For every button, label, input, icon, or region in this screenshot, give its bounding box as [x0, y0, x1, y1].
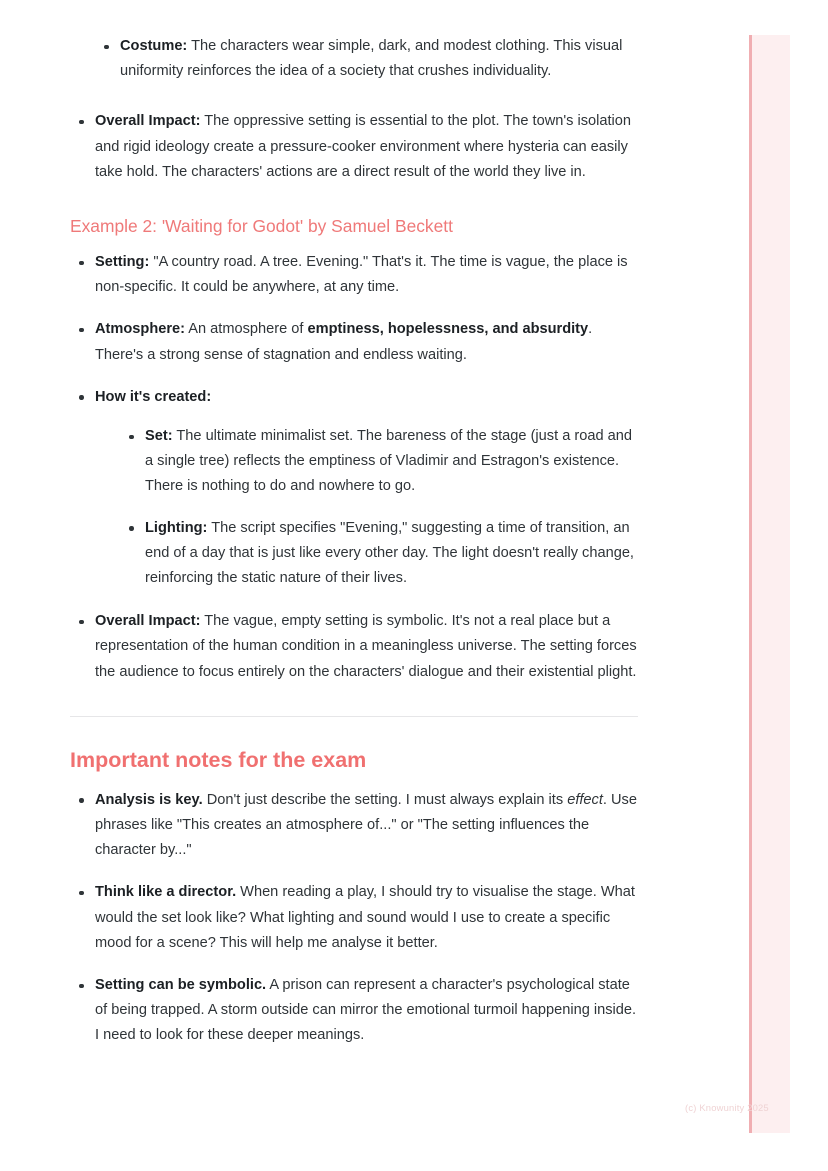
list-item-costume — [95, 34, 638, 84]
heading-important-notes: Important notes for the exam — [70, 747, 367, 772]
list-item-text: The script specifies "Evening," suggesting a time of transition, an end of a day that is just like every other day. The light doesn't really change, reinforcing the static nature of their lives. — [145, 519, 634, 587]
bullet-dot-icon — [79, 395, 84, 400]
list-item-label: Atmosphere: — [95, 321, 186, 338]
list-item-label: Costume: — [120, 38, 188, 54]
list-item-label: How it's created: — [95, 388, 212, 405]
bullet-dot-icon — [104, 45, 109, 50]
list-item-label: Overall Impact: — [95, 613, 201, 630]
overall-impact-list-top — [70, 109, 638, 185]
list-item-text: "A country road. A tree. Evening." That's it. The time is vague, the place is non-specific. It could be anywhere, at any time. — [95, 254, 628, 296]
list-item-set — [120, 424, 638, 500]
list-item-text-after: . There's a strong sense of stagnation and endless waiting. — [95, 321, 593, 363]
list-item-emphasis: emptiness, hopelessness, and absurdity — [307, 321, 589, 338]
list-item-label: Overall Impact: — [95, 113, 201, 130]
list-item-text: A prison can represent a character's psychological state of being trapped. A storm outside can mirror the emotional turmoil happening inside. I need to look for these deeper meanings. — [95, 977, 637, 1044]
bullet-dot-icon — [79, 261, 84, 266]
bullet-dot-icon — [79, 328, 84, 333]
bullet-dot-icon — [129, 435, 134, 440]
bullet-dot-icon — [79, 891, 84, 896]
bullet-dot-icon — [79, 120, 84, 125]
list-item-text: When reading a play, I should try to visualise the stage. What would the set look like? What lighting and sound would I use to create a specific mood for a scene? This will help me analyse it better. — [95, 884, 635, 951]
list-item-label: Setting can be symbolic. — [95, 977, 267, 994]
list-item-text-before: An atmosphere of — [185, 321, 308, 338]
list-item-text: The ultimate minimalist set. The bareness of the stage (just a road and a single tree) reflects the emptiness of Vladimir and Estragon's existence. There is nothing to do and nowhere to go. — [145, 428, 632, 495]
list-item-label: Analysis is key. — [95, 791, 203, 808]
list-item-setting — [70, 250, 638, 300]
list-item-overall-impact — [70, 109, 638, 185]
how-created-sublist — [95, 424, 638, 591]
list-item-atmosphere — [70, 317, 638, 367]
list-item-setting-can-be-symbolic — [70, 973, 638, 1049]
right-accent-panel — [749, 35, 790, 1133]
bullet-dot-icon — [79, 798, 84, 803]
exam-notes-list — [70, 788, 638, 1049]
list-item-analysis-is-key — [70, 788, 638, 864]
copyright-watermark: (c) Knowunity 2025 — [685, 1102, 769, 1113]
list-item-label: Set: — [145, 428, 173, 445]
list-item-lighting — [120, 516, 638, 592]
list-item-text: The vague, empty setting is symbolic. It's not a real place but a representation of the human condition in a meaningless universe. The setting forces the audience to focus entirely on the characters' dialogue and their existential plight. — [95, 613, 637, 680]
list-item-text: The characters wear simple, dark, and modest clothing. This visual uniformity reinforces the idea of a society that crushes individuality. — [120, 38, 623, 80]
list-item-label: Setting: — [95, 254, 150, 271]
list-item-overall-impact-godot — [70, 609, 638, 685]
list-item-think-like-a-director — [70, 880, 638, 956]
bullet-dot-icon — [129, 526, 134, 531]
heading-example-2: Example 2: 'Waiting for Godot' by Samuel Beckett — [70, 216, 453, 237]
bullet-dot-icon — [79, 620, 84, 625]
list-item-text-before: Don't just describe the setting. I must always explain its — [202, 791, 568, 808]
list-item-label: Lighting: — [145, 519, 208, 536]
example-2-list — [70, 250, 638, 685]
document-content — [70, 34, 638, 1049]
list-item-emphasis-italic: effect — [567, 791, 603, 808]
bullet-dot-icon — [79, 984, 84, 989]
list-item-text: The oppressive setting is essential to the plot. The town's isolation and rigid ideology create a pressure-cooker environment where hysteria can easily take hold. The characters' actions are a direct result of the world they live in. — [95, 113, 632, 180]
list-item-text-after: . Use phrases like "This creates an atmosphere of..." or "The setting influences the character by..." — [95, 791, 637, 859]
list-item-label: Think like a director. — [95, 884, 237, 901]
costume-nested-list — [70, 34, 638, 84]
list-item-how-its-created — [70, 385, 638, 591]
